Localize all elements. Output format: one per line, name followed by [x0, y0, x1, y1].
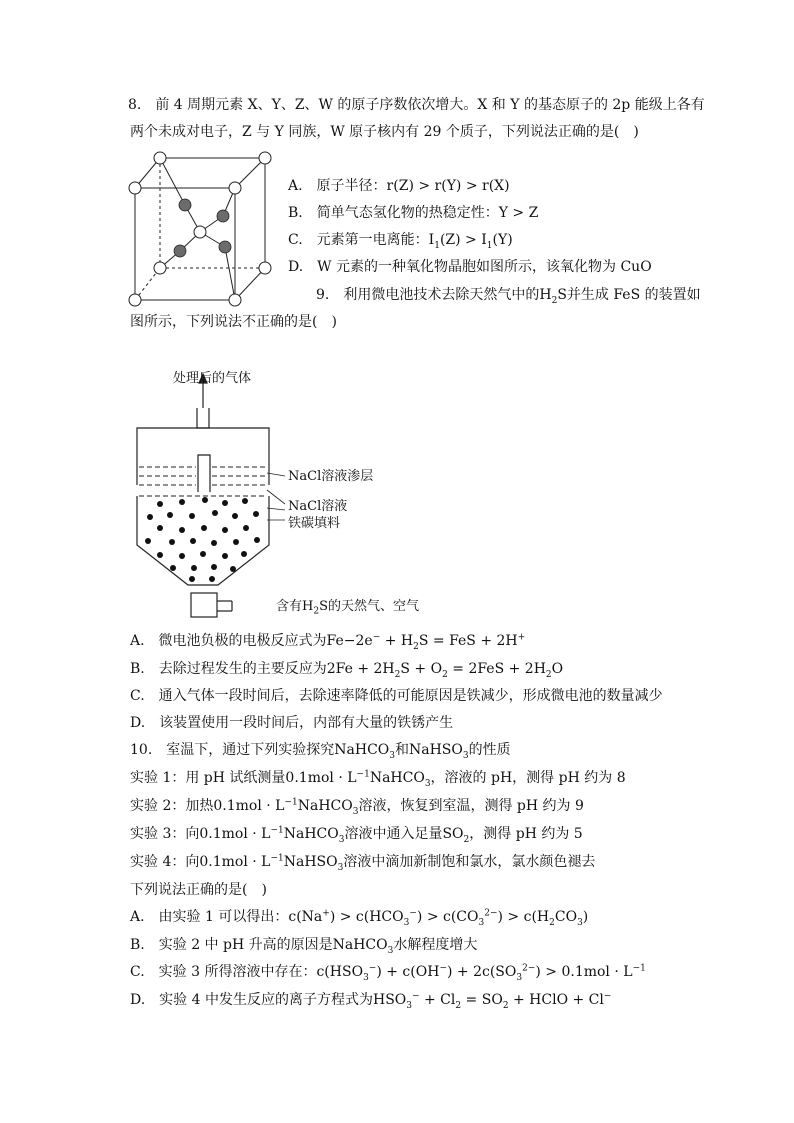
q10-option-a: A. 由实验 1 可以得出：$c(Na^+) > c(HCO_3^-) > c(CO_3^{2-}) > c(H_2CO_3)$: [130, 908, 589, 928]
q9-option-b: B. 去除过程发生的主要反应为$2Fe + 2H_2S + O_2 = 2FeS + 2H_2O$: [130, 661, 564, 680]
q9-apparatus-diagram: [130, 360, 460, 625]
q9-stem-line2: 图所示，下列说法不正确的是( ): [130, 314, 337, 330]
diagram-label-fe-c-filler: 铁碳填料: [288, 516, 341, 531]
q9-stem-line1: 9. 利用微电池技术去除天然气中的$H_2S$并生成 FeS 的装置如: [316, 287, 701, 306]
q8-option-b: B. 简单气态氢化物的热稳定性：Y > Z: [288, 205, 539, 221]
q9-option-c: C. 通入气体一段时间后，去除速率降低的可能原因是铁减少，形成微电池的数量减少: [130, 688, 663, 704]
q8-option-a: A. 原子半径：r(Z) > r(Y) > r(X): [288, 178, 510, 194]
q10-experiment-4: 实验 4：向$0.1mol \cdot L^{-1}NaHSO_3$溶液中滴加新制饱和氯水，氯水颜色褪去: [130, 853, 596, 873]
q10-option-d: D. 实验 4 中发生反应的离子方程式为$HSO_3^- + Cl_2 = SO_2$ + HClO + Cl−: [130, 991, 612, 1011]
diagram-label-nacl-layer: NaCl溶液渗层: [288, 469, 374, 484]
diagram-label-outlet-gas: 处理后的气体: [173, 371, 252, 386]
q8-option-d: D. W 元素的一种氧化物晶胞如图所示，该氧化物为 CuO: [288, 259, 652, 275]
q8-stem-line1: 8. 前 4 周期元素 X、Y、Z、W 的原子序数依次增大。X 和 Y 的基态原子的 2p 能级上各有: [128, 97, 705, 113]
q10-option-c: C. 实验 3 所得溶液中存在：$c(HSO_3^-) + c(OH^-) + 2c(SO_3^{2-}) > 0.1mol \cdot L^{-1}$: [130, 963, 646, 983]
q10-option-b: B. 实验 2 中 pH 升高的原因是NaHCO$_3$水解程度增大: [130, 937, 478, 956]
diagram-label-inlet-gas: 含有$H_2S$的天然气、空气: [276, 599, 419, 617]
q10-experiment-2: 实验 2：加热$0.1mol \cdot L^{-1}NaHCO_3$溶液，恢复到室温，测得 pH 约为 9: [130, 797, 584, 817]
q10-experiment-1: 实验 1：用 pH 试纸测量$0.1mol \cdot L^{-1}NaHCO_3$，溶液的 pH，测得 pH 约为 8: [130, 769, 626, 789]
q10-question: 下列说法正确的是( ): [130, 882, 267, 898]
q9-option-d: D. 该装置使用一段时间后，内部有大量的铁锈产生: [130, 715, 454, 731]
diagram-label-nacl-solution: NaCl溶液: [288, 499, 348, 514]
q8-option-c: C. 元素第一电离能：$I_1(Z) > I_1(Y)$: [288, 232, 513, 251]
q9-option-a: A. 微电池负极的电极反应式为$Fe-2e^- + H_2S$ = FeS + 2H+: [130, 632, 526, 652]
q10-experiment-3: 实验 3：向$0.1mol \cdot L^{-1}NaHCO_3$溶液中通入足量$SO_2$，测得 pH 约为 5: [130, 825, 583, 845]
q8-crystal-cell-figure: [125, 148, 275, 308]
q10-intro: 10. 室温下，通过下列实验探究NaHCO$_3$和NaHSO$_3$的性质: [130, 742, 511, 761]
q8-stem-line2: 两个未成对电子，Z 与 Y 同族，W 原子核内有 29 个质子，下列说法正确的是( ): [130, 124, 639, 140]
